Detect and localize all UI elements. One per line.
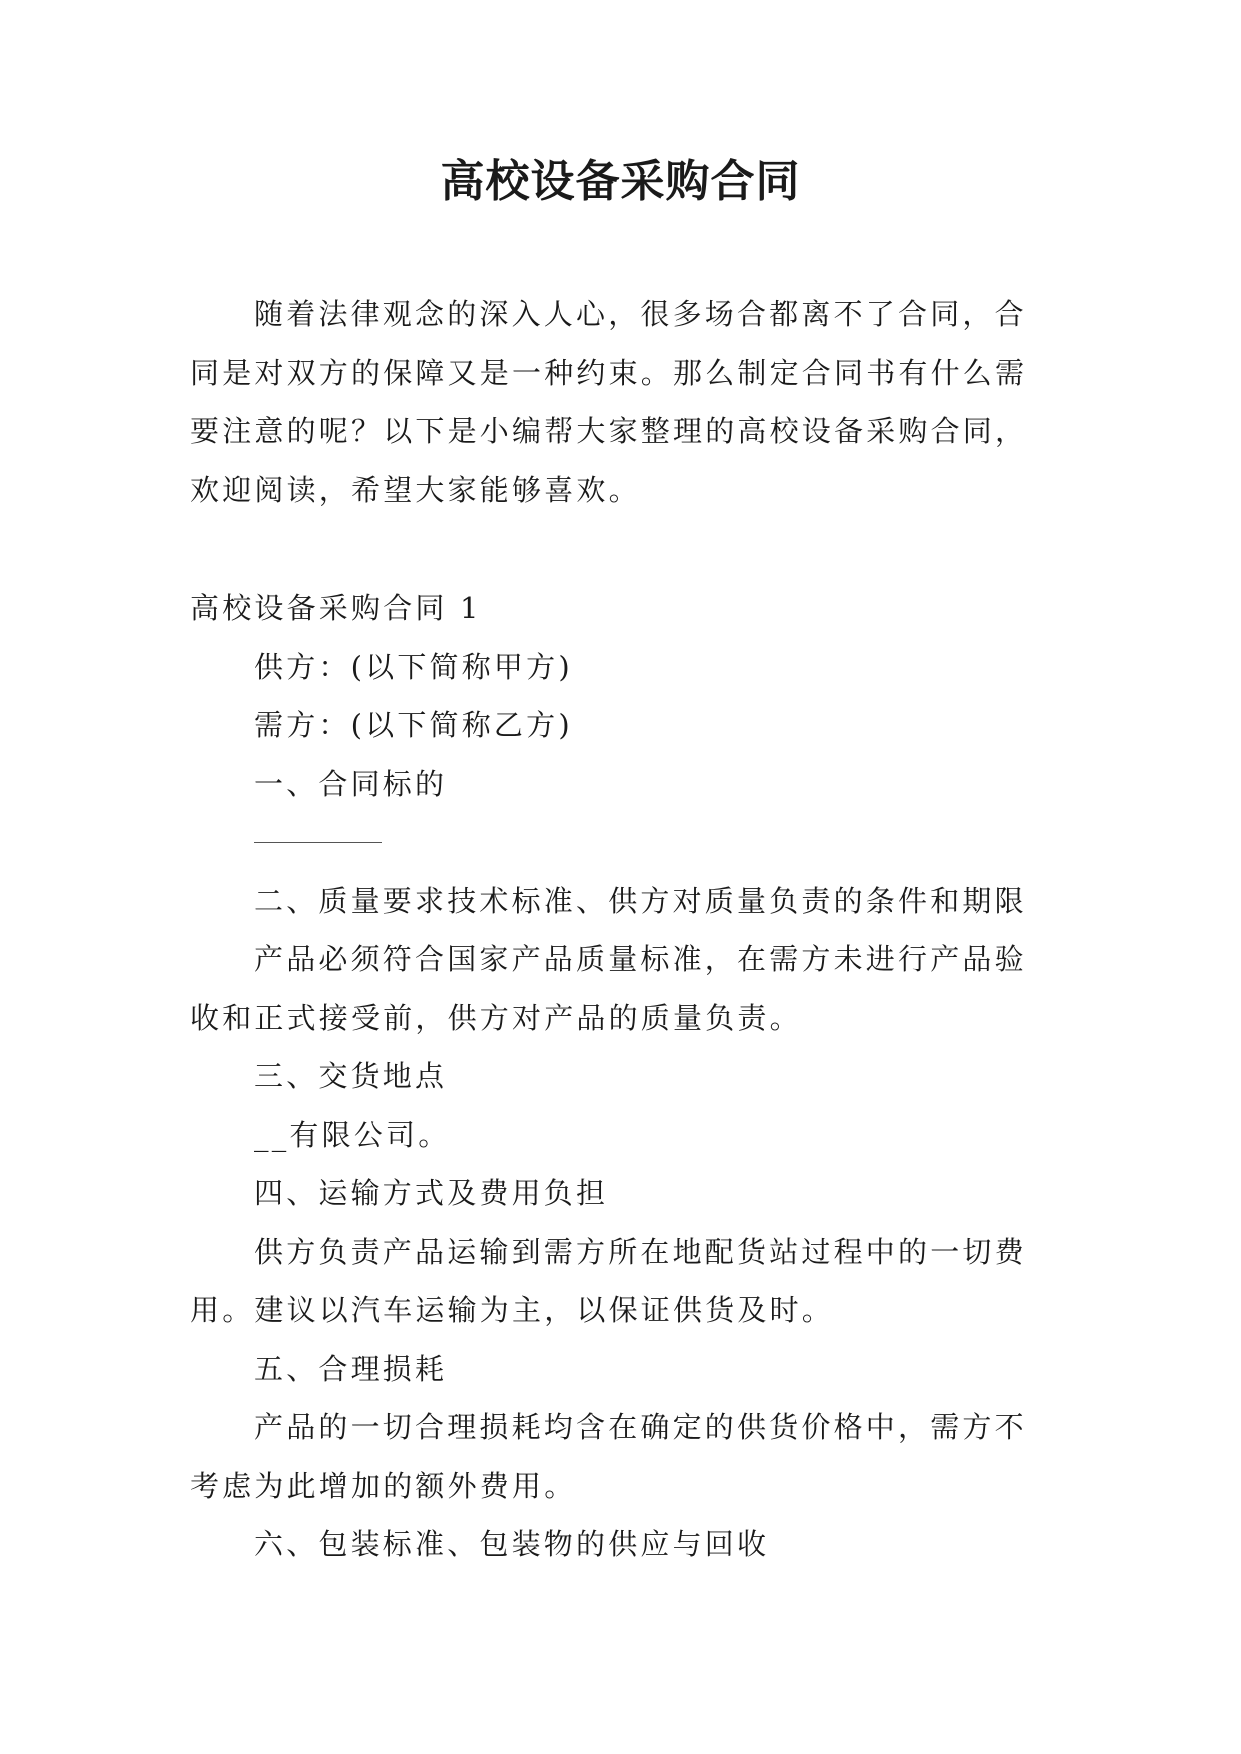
clause3-title: 三、交货地点	[254, 1059, 448, 1093]
clause5-body: 产品的一切合理损耗均含在确定的供货价格中，需方不考虑为此增加的额外费用。	[190, 1410, 1027, 1503]
clause4-title: 四、运输方式及费用负担	[254, 1176, 609, 1210]
document-body	[190, 285, 1052, 1574]
clause2-body: 产品必须符合国家产品质量标准，在需方未进行产品验收和正式接受前，供方对产品的质量负责。	[190, 942, 1027, 1035]
clause6-title: 六、包装标准、包装物的供应与回收	[254, 1527, 770, 1561]
clause5-title: 五、合理损耗	[254, 1351, 448, 1386]
buyer-line: 需方：(以下简称乙方)	[254, 708, 573, 742]
clause2-title: 二、质量要求技术标准、供方对质量负责的条件和期限	[254, 883, 1027, 918]
section-heading: 高校设备采购合同 1	[190, 591, 482, 625]
clause3-body: __有限公司。	[254, 1117, 451, 1152]
blank-fill-line	[190, 813, 1052, 872]
intro-paragraph: 随着法律观念的深入人心，很多场合都离不了合同，合同是对双方的保障又是一种约束。那么制定合同书有什么需要注意的呢？以下是小编帮大家整理的高校设备采购合同，欢迎阅读，希望大家能够喜欢。	[190, 297, 1028, 507]
clause4-body: 供方负责产品运输到需方所在地配货站过程中的一切费用。建议以汽车运输为主，以保证供货及时。	[190, 1234, 1027, 1327]
clause1-title: 一、合同标的	[254, 766, 448, 801]
supplier-line: 供方：(以下简称甲方)	[254, 649, 573, 684]
document-title: 高校设备采购合同	[440, 156, 801, 207]
underline-blank	[254, 842, 382, 843]
